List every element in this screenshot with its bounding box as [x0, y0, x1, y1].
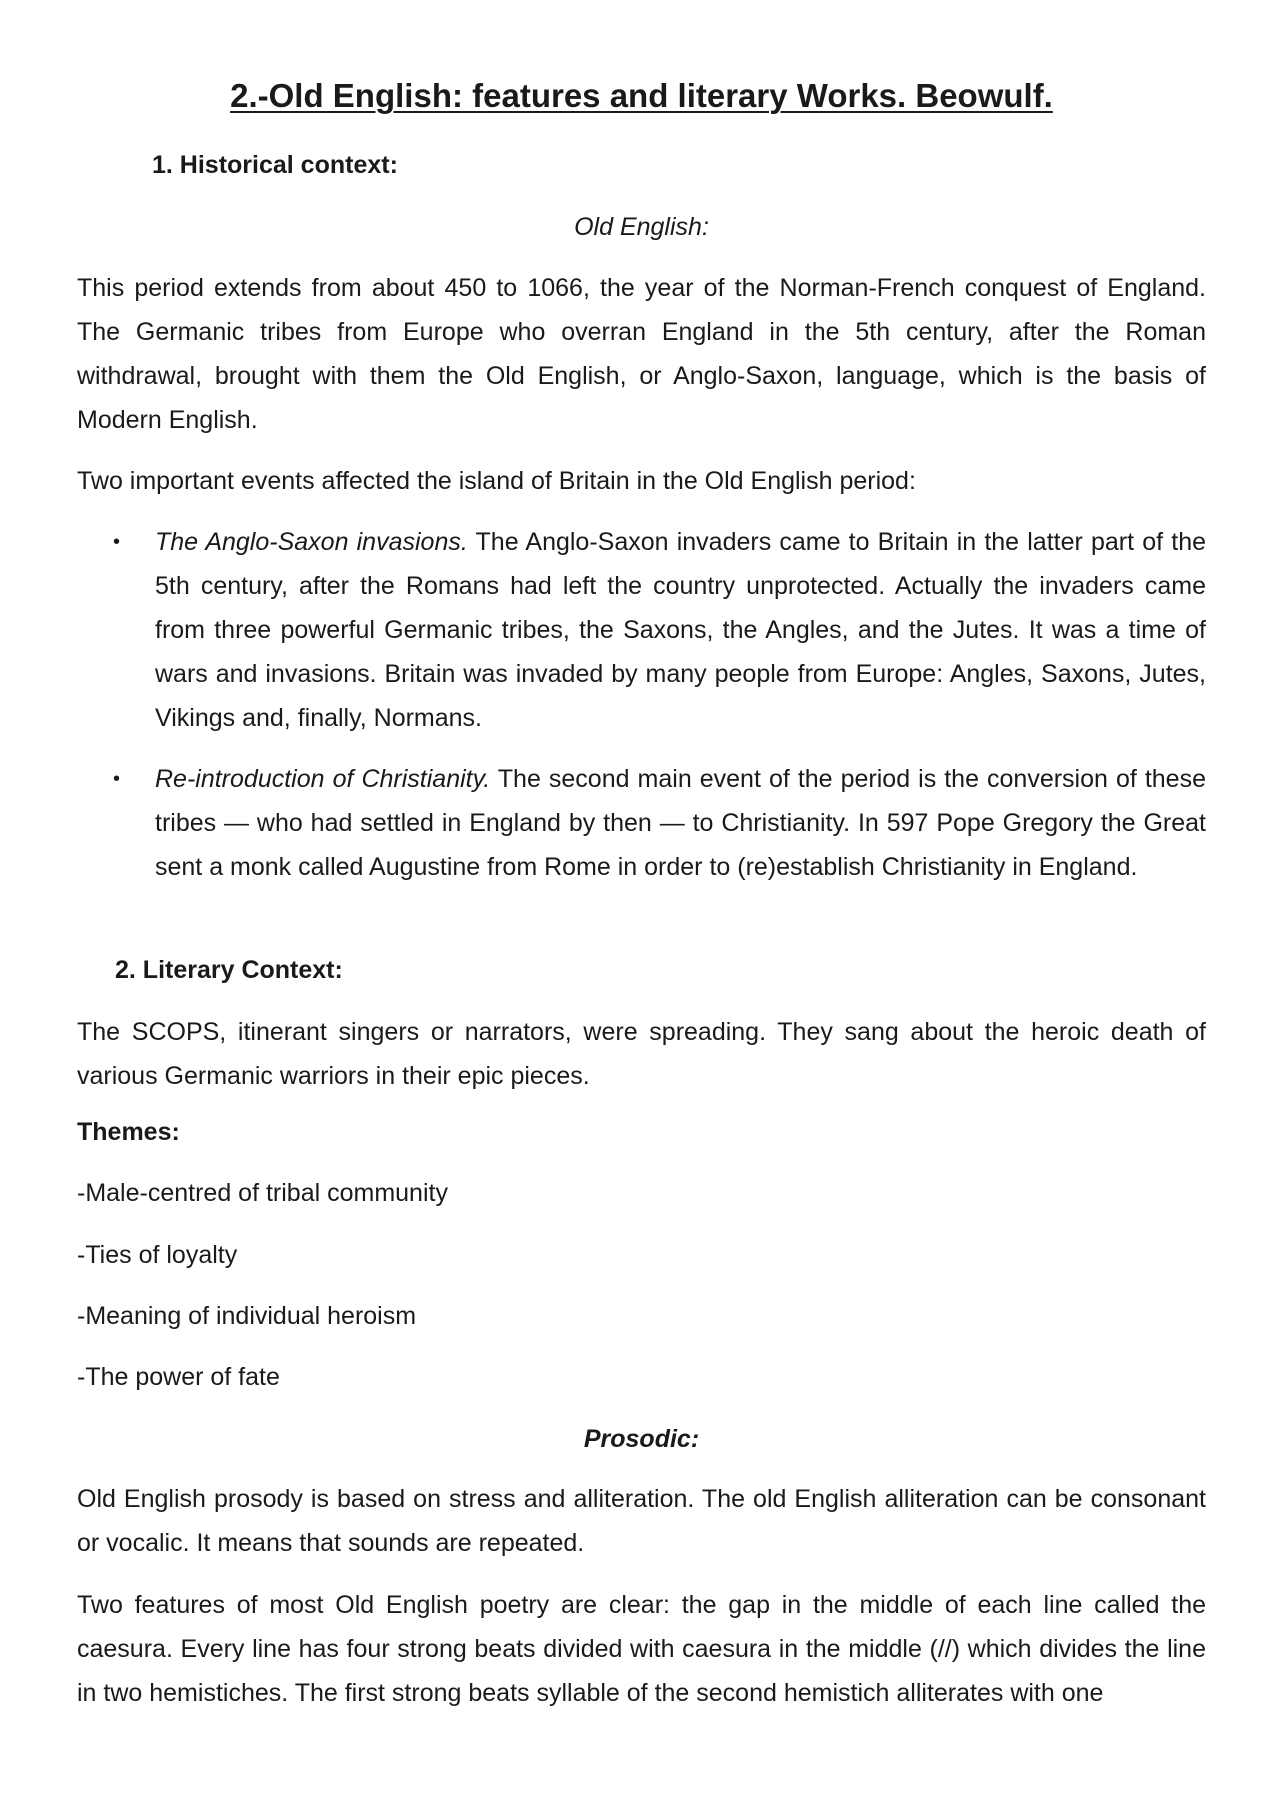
themes-heading: Themes: — [77, 1118, 180, 1146]
section-heading-literary-context: 2. Literary Context: — [115, 956, 343, 984]
subheading-prosodic: Prosodic: — [583, 1425, 700, 1453]
bullet-lead: Re-introduction of Christianity. — [155, 765, 491, 793]
bullet-text — [155, 757, 1206, 889]
theme-item: -Male-centred of tribal community — [77, 1179, 448, 1207]
theme-item: -Ties of loyalty — [77, 1241, 238, 1269]
bullet-icon: • — [113, 768, 121, 790]
section-heading-historical-context: 1. Historical context: — [152, 151, 398, 179]
page-title: 2.-Old English: features and literary Works. Beowulf. — [230, 77, 1053, 114]
theme-item: -Meaning of individual heroism — [77, 1302, 417, 1330]
bullet-body: The second main event of the period is the conversion of these tribes — who had settled in England by then — to Christianity. In 597 Pope Gregory the Great sent a monk called Augustine from Rome in order to (re)establish Christianity in England. — [155, 765, 1206, 881]
bullet-icon: • — [113, 531, 121, 553]
bullet-body: The Anglo-Saxon invaders came to Britain in the latter part of the 5th century, after the Romans had left the country unprotected. Actually the invaders came from three powerful Germanic tribes, the Saxons, the Angles, and the Jutes. It was a time of wars and invasions. Britain was invaded by many people from Europe: Angles, Saxons, Jutes, Vikings and, finally, Normans. — [155, 528, 1206, 732]
paragraph-important-events: Two important events affected the island of Britain in the Old English period: — [77, 467, 916, 495]
paragraph-period-overview: This period extends from about 450 to 1066, the year of the Norman-French conquest of England. The Germanic tribes from Europe who overran England in the 5th century, after the Roman withdrawal, brought with them the Old English, or Anglo-Saxon, language, which is the basis of Modern English. — [77, 274, 1206, 434]
bullet-lead: The Anglo-Saxon invasions. — [155, 528, 468, 556]
paragraph-caesura: Two features of most Old English poetry are clear: the gap in the middle of each line called the caesura. Every line has four strong beats divided with caesura in the middle (//) which divides the line in two hemistiches. The first strong beats syllable of the second hemistich alliterates with one — [77, 1591, 1206, 1707]
subheading-old-english: Old English: — [574, 213, 709, 241]
paragraph-prosody: Old English prosody is based on stress and alliteration. The old English alliteration can be consonant or vocalic. It means that sounds are repeated. — [77, 1485, 1206, 1557]
paragraph-scops: The SCOPS, itinerant singers or narrators, were spreading. They sang about the heroic death of various Germanic warriors in their epic pieces. — [77, 1018, 1206, 1090]
theme-item: -The power of fate — [77, 1363, 280, 1391]
bullet-text — [155, 520, 1206, 740]
